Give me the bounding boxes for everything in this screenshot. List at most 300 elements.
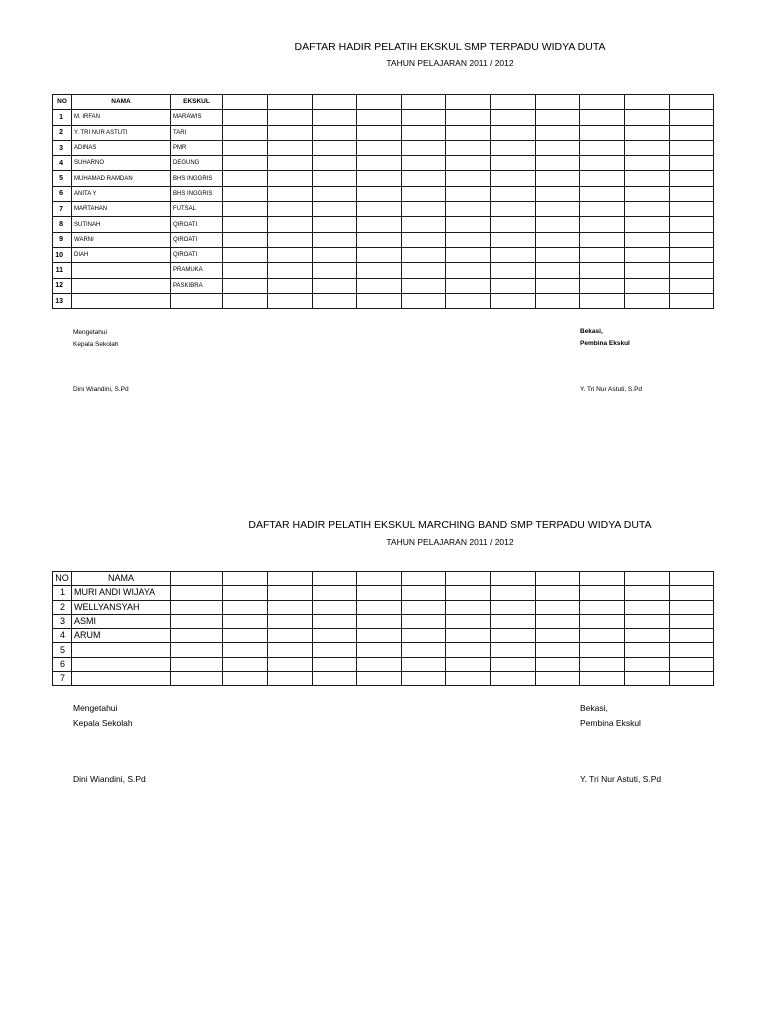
attendance-cell bbox=[446, 293, 491, 308]
attendance-cell bbox=[625, 600, 670, 614]
attendance-cell bbox=[491, 171, 536, 186]
table-row bbox=[53, 156, 714, 171]
attendance-cell bbox=[268, 600, 313, 614]
row-number: 1 bbox=[53, 586, 72, 600]
table-row bbox=[53, 643, 714, 657]
attendance-cell bbox=[580, 217, 625, 232]
attendance-cell bbox=[268, 614, 313, 628]
attendance-cell bbox=[446, 672, 491, 686]
row-number: 1 bbox=[53, 110, 72, 125]
attendance-cell bbox=[580, 186, 625, 201]
attendance-cell bbox=[625, 125, 670, 140]
attendance-cell bbox=[446, 202, 491, 217]
attendance-cell bbox=[223, 186, 268, 201]
attendance-cell bbox=[625, 186, 670, 201]
attendance-cell bbox=[670, 186, 714, 201]
attendance-cell bbox=[268, 247, 313, 262]
attendance-cell bbox=[357, 140, 402, 155]
table-row bbox=[53, 217, 714, 232]
row-number: 6 bbox=[53, 186, 72, 201]
attendance-cell bbox=[536, 156, 580, 171]
attendance-cell bbox=[402, 600, 446, 614]
attendance-cell bbox=[670, 263, 714, 278]
attendance-cell bbox=[357, 614, 402, 628]
attendance-cell bbox=[491, 140, 536, 155]
attendance-cell bbox=[491, 247, 536, 262]
attendance-cell bbox=[357, 586, 402, 600]
attendance-cell bbox=[625, 95, 670, 110]
attendance-cell bbox=[491, 156, 536, 171]
table-row bbox=[53, 171, 714, 186]
attendance-cell bbox=[357, 600, 402, 614]
name-cell bbox=[72, 643, 171, 657]
attendance-cell bbox=[402, 140, 446, 155]
attendance-cell bbox=[491, 629, 536, 643]
attendance-table-1 bbox=[52, 94, 714, 309]
attendance-cell bbox=[446, 186, 491, 201]
attendance-cell bbox=[402, 657, 446, 671]
attendance-cell bbox=[357, 572, 402, 586]
attendance-cell bbox=[625, 586, 670, 600]
attendance-cell bbox=[446, 140, 491, 155]
attendance-cell bbox=[223, 202, 268, 217]
attendance-cell bbox=[223, 278, 268, 293]
attendance-cell bbox=[580, 600, 625, 614]
attendance-cell bbox=[268, 643, 313, 657]
acknowledged-label-2: Mengetahui bbox=[73, 703, 118, 713]
row-number: 2 bbox=[53, 600, 72, 614]
table-row bbox=[53, 202, 714, 217]
attendance-cell bbox=[357, 278, 402, 293]
attendance-cell bbox=[402, 572, 446, 586]
attendance-cell bbox=[171, 672, 223, 686]
attendance-cell bbox=[171, 643, 223, 657]
attendance-cell bbox=[536, 217, 580, 232]
attendance-cell bbox=[446, 263, 491, 278]
attendance-cell bbox=[313, 202, 357, 217]
attendance-cell bbox=[536, 293, 580, 308]
attendance-cell bbox=[223, 125, 268, 140]
attendance-cell bbox=[402, 629, 446, 643]
name-cell: SUTINAH bbox=[72, 217, 171, 232]
attendance-cell bbox=[313, 572, 357, 586]
attendance-cell bbox=[670, 293, 714, 308]
attendance-cell bbox=[268, 572, 313, 586]
attendance-cell bbox=[313, 110, 357, 125]
attendance-cell bbox=[491, 278, 536, 293]
attendance-cell bbox=[268, 293, 313, 308]
ekskul-cell: MARAWIS bbox=[171, 110, 223, 125]
row-number: 8 bbox=[53, 217, 72, 232]
attendance-cell bbox=[580, 110, 625, 125]
attendance-cell bbox=[223, 156, 268, 171]
attendance-cell bbox=[268, 672, 313, 686]
name-cell: DIAH bbox=[72, 247, 171, 262]
row-number: 5 bbox=[53, 171, 72, 186]
attendance-cell bbox=[223, 247, 268, 262]
attendance-cell bbox=[536, 600, 580, 614]
attendance-cell bbox=[625, 278, 670, 293]
attendance-cell bbox=[446, 125, 491, 140]
attendance-cell bbox=[491, 657, 536, 671]
row-number: 3 bbox=[53, 140, 72, 155]
attendance-cell bbox=[268, 263, 313, 278]
attendance-cell bbox=[580, 572, 625, 586]
ekskul-cell: FUTSAL bbox=[171, 202, 223, 217]
attendance-cell bbox=[670, 586, 714, 600]
attendance-cell bbox=[625, 156, 670, 171]
attendance-cell bbox=[268, 95, 313, 110]
attendance-cell bbox=[536, 125, 580, 140]
attendance-cell bbox=[268, 586, 313, 600]
attendance-cell bbox=[625, 672, 670, 686]
attendance-cell bbox=[536, 572, 580, 586]
attendance-cell bbox=[580, 125, 625, 140]
attendance-cell bbox=[313, 657, 357, 671]
attendance-cell bbox=[536, 643, 580, 657]
attendance-cell bbox=[313, 232, 357, 247]
attendance-cell bbox=[357, 125, 402, 140]
table-row bbox=[53, 657, 714, 671]
row-number: 10 bbox=[53, 247, 72, 262]
attendance-cell bbox=[446, 614, 491, 628]
attendance-cell bbox=[402, 217, 446, 232]
attendance-cell bbox=[313, 263, 357, 278]
attendance-cell bbox=[223, 629, 268, 643]
school-year-subtitle-1: TAHUN PELAJARAN 2011 / 2012 bbox=[386, 58, 514, 68]
attendance-cell bbox=[446, 247, 491, 262]
name-cell: M. IRFAN bbox=[72, 110, 171, 125]
name-cell: SUHARNO bbox=[72, 156, 171, 171]
attendance-cell bbox=[580, 95, 625, 110]
attendance-cell bbox=[313, 171, 357, 186]
attendance-cell bbox=[670, 171, 714, 186]
attendance-cell bbox=[313, 643, 357, 657]
principal-title-2: Kepala Sekolah bbox=[73, 718, 133, 728]
attendance-cell bbox=[670, 572, 714, 586]
attendance-cell bbox=[670, 600, 714, 614]
attendance-cell bbox=[402, 672, 446, 686]
attendance-cell bbox=[625, 572, 670, 586]
attendance-cell bbox=[536, 171, 580, 186]
attendance-cell bbox=[357, 247, 402, 262]
attendance-cell bbox=[223, 95, 268, 110]
attendance-cell bbox=[357, 110, 402, 125]
attendance-cell bbox=[223, 263, 268, 278]
attendance-cell bbox=[491, 293, 536, 308]
name-cell: Y. TRI NUR ASTUTI bbox=[72, 125, 171, 140]
ekskul-cell: DEGUNG bbox=[171, 156, 223, 171]
place-label-2: Bekasi, bbox=[580, 703, 608, 713]
attendance-cell bbox=[446, 586, 491, 600]
attendance-cell bbox=[670, 672, 714, 686]
attendance-cell bbox=[402, 125, 446, 140]
attendance-cell bbox=[491, 186, 536, 201]
attendance-cell bbox=[670, 202, 714, 217]
attendance-cell bbox=[223, 614, 268, 628]
attendance-cell bbox=[268, 657, 313, 671]
attendance-cell bbox=[580, 156, 625, 171]
attendance-cell bbox=[670, 95, 714, 110]
school-year-subtitle-2: TAHUN PELAJARAN 2011 / 2012 bbox=[386, 537, 514, 547]
attendance-cell bbox=[313, 278, 357, 293]
attendance-cell bbox=[402, 202, 446, 217]
attendance-cell bbox=[223, 657, 268, 671]
attendance-cell bbox=[446, 657, 491, 671]
attendance-cell bbox=[491, 643, 536, 657]
ekskul-cell: QIROATI bbox=[171, 232, 223, 247]
attendance-cell bbox=[625, 629, 670, 643]
attendance-cell bbox=[171, 600, 223, 614]
table-header-row bbox=[53, 572, 714, 586]
table-header-row bbox=[53, 95, 714, 110]
attendance-cell bbox=[580, 247, 625, 262]
attendance-cell bbox=[446, 110, 491, 125]
attendance-cell bbox=[536, 586, 580, 600]
principal-name-1: Dini Wiandini, S.Pd bbox=[73, 386, 129, 393]
attendance-cell bbox=[580, 629, 625, 643]
attendance-cell bbox=[402, 110, 446, 125]
attendance-cell bbox=[268, 202, 313, 217]
name-cell: WARNI bbox=[72, 232, 171, 247]
ekskul-cell: BHS INGGRIS bbox=[171, 171, 223, 186]
attendance-cell bbox=[536, 202, 580, 217]
attendance-cell bbox=[491, 125, 536, 140]
attendance-cell bbox=[268, 125, 313, 140]
acknowledged-label-1: Mengetahui bbox=[73, 329, 107, 336]
attendance-cell bbox=[670, 125, 714, 140]
attendance-cell bbox=[357, 629, 402, 643]
attendance-cell bbox=[357, 202, 402, 217]
attendance-cell bbox=[580, 614, 625, 628]
row-number: 3 bbox=[53, 614, 72, 628]
attendance-cell bbox=[670, 614, 714, 628]
name-cell: WELLYANSYAH bbox=[72, 600, 171, 614]
attendance-cell bbox=[313, 629, 357, 643]
row-number: 11 bbox=[53, 263, 72, 278]
attendance-cell bbox=[268, 110, 313, 125]
supervisor-name-2: Y. Tri Nur Astuti, S.Pd bbox=[580, 774, 662, 784]
attendance-table-2 bbox=[52, 571, 714, 686]
attendance-cell bbox=[580, 278, 625, 293]
attendance-cell bbox=[536, 263, 580, 278]
attendance-cell bbox=[223, 171, 268, 186]
attendance-cell bbox=[268, 156, 313, 171]
row-number: 7 bbox=[53, 202, 72, 217]
attendance-cell bbox=[223, 643, 268, 657]
attendance-cell bbox=[491, 586, 536, 600]
row-number: 4 bbox=[53, 156, 72, 171]
attendance-cell bbox=[313, 140, 357, 155]
attendance-cell bbox=[402, 278, 446, 293]
attendance-cell bbox=[670, 643, 714, 657]
attendance-cell bbox=[357, 293, 402, 308]
attendance-cell bbox=[268, 629, 313, 643]
attendance-cell bbox=[580, 293, 625, 308]
attendance-cell bbox=[357, 232, 402, 247]
attendance-cell bbox=[491, 95, 536, 110]
table-row bbox=[53, 232, 714, 247]
attendance-cell bbox=[402, 171, 446, 186]
attendance-cell bbox=[402, 614, 446, 628]
place-label-1: Bekasi, bbox=[580, 328, 603, 335]
attendance-cell bbox=[446, 278, 491, 293]
name-cell bbox=[72, 657, 171, 671]
attendance-cell bbox=[313, 293, 357, 308]
table-row bbox=[53, 186, 714, 201]
table-row bbox=[53, 140, 714, 155]
attendance-cell bbox=[491, 572, 536, 586]
attendance-cell bbox=[313, 125, 357, 140]
name-cell: ANITA Y bbox=[72, 186, 171, 201]
attendance-cell bbox=[670, 110, 714, 125]
attendance-cell bbox=[446, 217, 491, 232]
attendance-cell bbox=[536, 110, 580, 125]
attendance-cell bbox=[491, 672, 536, 686]
attendance-cell bbox=[580, 263, 625, 278]
attendance-cell bbox=[670, 232, 714, 247]
attendance-cell bbox=[670, 140, 714, 155]
attendance-cell bbox=[670, 278, 714, 293]
ekskul-cell: TARI bbox=[171, 125, 223, 140]
table-row bbox=[53, 247, 714, 262]
name-cell: MURI ANDI WIJAYA bbox=[72, 586, 171, 600]
attendance-cell bbox=[446, 171, 491, 186]
attendance-cell bbox=[402, 156, 446, 171]
attendance-cell bbox=[580, 672, 625, 686]
row-number: 2 bbox=[53, 125, 72, 140]
row-number: 12 bbox=[53, 278, 72, 293]
attendance-cell bbox=[223, 600, 268, 614]
attendance-cell bbox=[357, 171, 402, 186]
attendance-cell bbox=[357, 263, 402, 278]
attendance-cell bbox=[268, 140, 313, 155]
name-cell: MUHAMAD RAMDAN bbox=[72, 171, 171, 186]
attendance-cell bbox=[223, 110, 268, 125]
attendance-cell bbox=[446, 600, 491, 614]
attendance-cell bbox=[536, 614, 580, 628]
attendance-cell bbox=[536, 186, 580, 201]
name-cell: ASMI bbox=[72, 614, 171, 628]
table-row bbox=[53, 278, 714, 293]
ekskul-cell: PASKIBRA bbox=[171, 278, 223, 293]
attendance-cell bbox=[625, 293, 670, 308]
attendance-cell bbox=[625, 140, 670, 155]
ekskul-cell: PMR bbox=[171, 140, 223, 155]
attendance-cell bbox=[446, 629, 491, 643]
attendance-cell bbox=[670, 629, 714, 643]
attendance-cell bbox=[357, 156, 402, 171]
attendance-cell bbox=[536, 629, 580, 643]
header-nama: NAMA bbox=[72, 95, 171, 110]
attendance-cell bbox=[357, 643, 402, 657]
attendance-cell bbox=[670, 657, 714, 671]
attendance-cell bbox=[171, 614, 223, 628]
attendance-cell bbox=[402, 293, 446, 308]
attendance-title-1: DAFTAR HADIR PELATIH EKSKUL SMP TERPADU WIDYA DUTA bbox=[294, 41, 606, 53]
attendance-cell bbox=[402, 232, 446, 247]
attendance-title-2: DAFTAR HADIR PELATIH EKSKUL MARCHING BAND SMP TERPADU WIDYA DUTA bbox=[248, 519, 652, 531]
attendance-cell bbox=[491, 202, 536, 217]
attendance-cell bbox=[313, 186, 357, 201]
ekskul-cell: QIROATI bbox=[171, 217, 223, 232]
attendance-cell bbox=[625, 217, 670, 232]
table-row bbox=[53, 125, 714, 140]
attendance-cell bbox=[580, 202, 625, 217]
principal-title-1: Kepala Sekolah bbox=[73, 341, 119, 348]
name-cell bbox=[72, 672, 171, 686]
row-number: 4 bbox=[53, 629, 72, 643]
header-ekskul: EKSKUL bbox=[171, 95, 223, 110]
attendance-cell bbox=[357, 217, 402, 232]
attendance-cell bbox=[223, 232, 268, 247]
supervisor-title-1: Pembina Ekskul bbox=[580, 340, 630, 347]
attendance-cell bbox=[491, 110, 536, 125]
row-number: 6 bbox=[53, 657, 72, 671]
ekskul-cell: BHS INGGRIS bbox=[171, 186, 223, 201]
attendance-cell bbox=[223, 586, 268, 600]
ekskul-cell: PRAMUKA bbox=[171, 263, 223, 278]
attendance-cell bbox=[357, 657, 402, 671]
name-cell: ADINAS bbox=[72, 140, 171, 155]
attendance-cell bbox=[670, 217, 714, 232]
attendance-cell bbox=[268, 171, 313, 186]
attendance-cell bbox=[313, 217, 357, 232]
attendance-cell bbox=[625, 110, 670, 125]
attendance-cell bbox=[446, 95, 491, 110]
attendance-cell bbox=[402, 643, 446, 657]
attendance-cell bbox=[491, 232, 536, 247]
attendance-cell bbox=[536, 232, 580, 247]
attendance-cell bbox=[491, 600, 536, 614]
attendance-cell bbox=[491, 263, 536, 278]
row-number: 7 bbox=[53, 672, 72, 686]
name-cell bbox=[72, 263, 171, 278]
attendance-cell bbox=[402, 247, 446, 262]
attendance-cell bbox=[580, 643, 625, 657]
attendance-cell bbox=[313, 672, 357, 686]
supervisor-name-1: Y. Tri Nur Astuti, S.Pd bbox=[580, 386, 643, 393]
attendance-cell bbox=[313, 156, 357, 171]
attendance-cell bbox=[580, 586, 625, 600]
attendance-cell bbox=[536, 140, 580, 155]
attendance-cell bbox=[625, 657, 670, 671]
attendance-cell bbox=[536, 278, 580, 293]
attendance-cell bbox=[402, 186, 446, 201]
attendance-cell bbox=[580, 140, 625, 155]
attendance-cell bbox=[402, 95, 446, 110]
table-row bbox=[53, 629, 714, 643]
ekskul-cell bbox=[171, 293, 223, 308]
attendance-cell bbox=[171, 657, 223, 671]
attendance-cell bbox=[625, 614, 670, 628]
attendance-cell bbox=[491, 614, 536, 628]
attendance-cell bbox=[223, 293, 268, 308]
name-cell bbox=[72, 293, 171, 308]
ekskul-cell: QIROATI bbox=[171, 247, 223, 262]
row-number: 5 bbox=[53, 643, 72, 657]
attendance-cell bbox=[536, 247, 580, 262]
table-row bbox=[53, 600, 714, 614]
table-row bbox=[53, 293, 714, 308]
attendance-cell bbox=[268, 232, 313, 247]
name-cell bbox=[72, 278, 171, 293]
principal-name-2: Dini Wiandini, S.Pd bbox=[73, 774, 146, 784]
attendance-cell bbox=[446, 156, 491, 171]
attendance-cell bbox=[446, 572, 491, 586]
attendance-cell bbox=[402, 263, 446, 278]
attendance-cell bbox=[536, 95, 580, 110]
